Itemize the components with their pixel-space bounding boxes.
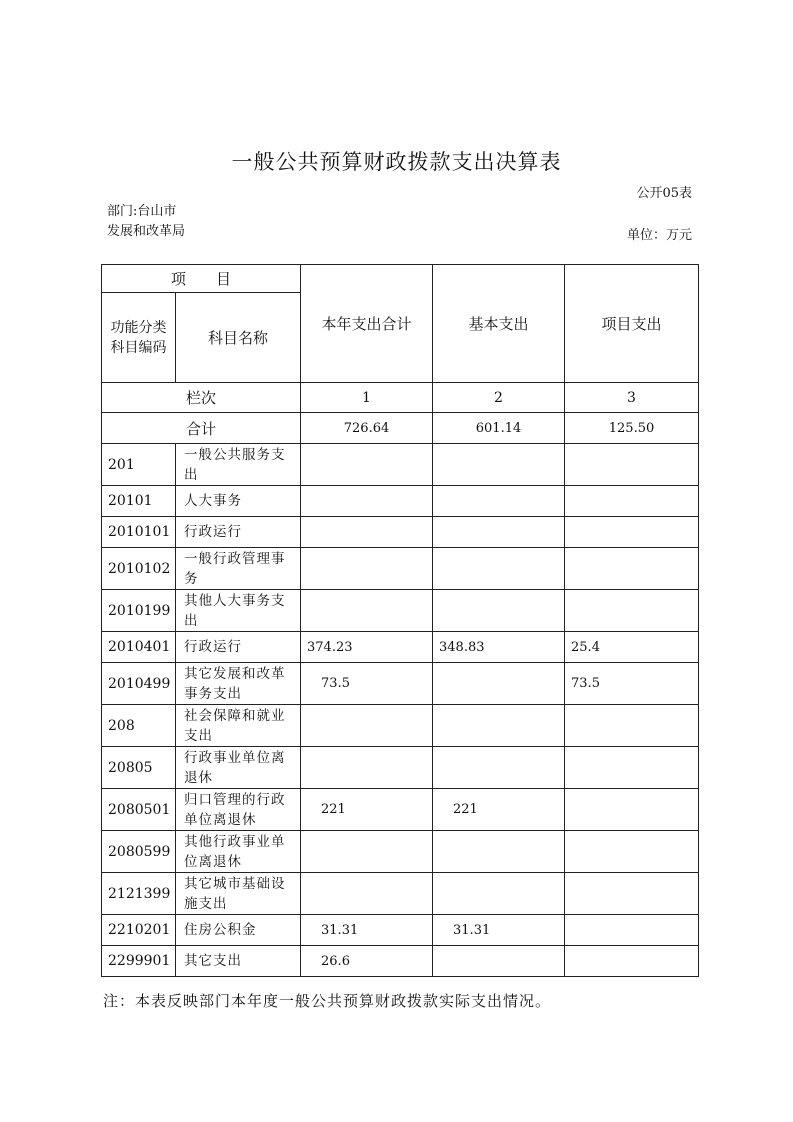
col-row-2: 2 xyxy=(433,383,565,413)
row-basic xyxy=(433,444,565,486)
row-name: 行政运行 xyxy=(176,632,301,663)
row-name: 其他人大事务支出 xyxy=(176,590,301,632)
row-total: 221 xyxy=(301,789,433,831)
row-project xyxy=(565,747,699,789)
row-total xyxy=(301,590,433,632)
row-project xyxy=(565,705,699,747)
row-name: 归口管理的行政单位离退休 xyxy=(176,789,301,831)
row-name: 行政运行 xyxy=(176,517,301,548)
table-row xyxy=(102,789,699,831)
sum-total: 726.64 xyxy=(301,413,433,444)
row-basic: 31.31 xyxy=(433,915,565,946)
row-name: 人大事务 xyxy=(176,486,301,517)
row-basic: 348.83 xyxy=(433,632,565,663)
header-basic: 基本支出 xyxy=(433,265,565,383)
row-name: 其他行政事业单位离退休 xyxy=(176,831,301,873)
row-code: 2299901 xyxy=(102,946,176,977)
row-project xyxy=(565,915,699,946)
footnote: 注：本表反映部门本年度一般公共预算财政拨款实际支出情况。 xyxy=(103,992,552,1010)
header-item: 项 目 xyxy=(102,265,301,293)
row-basic xyxy=(433,517,565,548)
row-name: 其它发展和改革事务支出 xyxy=(176,663,301,705)
row-total: 374.23 xyxy=(301,632,433,663)
row-total xyxy=(301,517,433,548)
row-basic: 221 xyxy=(433,789,565,831)
sum-row xyxy=(102,413,699,444)
row-name: 其它支出 xyxy=(176,946,301,977)
table-row xyxy=(102,946,699,977)
row-basic xyxy=(433,873,565,915)
table-row xyxy=(102,590,699,632)
row-name: 行政事业单位离退休 xyxy=(176,747,301,789)
table-row xyxy=(102,747,699,789)
table-row xyxy=(102,444,699,486)
row-project xyxy=(565,444,699,486)
row-code: 2010401 xyxy=(102,632,176,663)
row-code: 2010101 xyxy=(102,517,176,548)
row-project xyxy=(565,486,699,517)
row-total xyxy=(301,486,433,517)
table-row xyxy=(102,517,699,548)
row-code: 2121399 xyxy=(102,873,176,915)
row-basic xyxy=(433,548,565,590)
row-project xyxy=(565,548,699,590)
table-row xyxy=(102,831,699,873)
row-name: 其它城市基础设施支出 xyxy=(176,873,301,915)
row-project xyxy=(565,590,699,632)
row-name: 住房公积金 xyxy=(176,915,301,946)
row-code: 2010499 xyxy=(102,663,176,705)
row-project xyxy=(565,831,699,873)
row-project xyxy=(565,789,699,831)
table-row xyxy=(102,486,699,517)
table-row xyxy=(102,873,699,915)
header-total: 本年支出合计 xyxy=(301,265,433,383)
row-name: 一般公共服务支出 xyxy=(176,444,301,486)
row-total xyxy=(301,548,433,590)
table-row xyxy=(102,705,699,747)
header-row xyxy=(102,265,699,293)
row-code: 208 xyxy=(102,705,176,747)
row-code: 2080599 xyxy=(102,831,176,873)
row-project: 25.4 xyxy=(565,632,699,663)
row-total: 73.5 xyxy=(301,663,433,705)
row-total xyxy=(301,747,433,789)
page-title: 一般公共预算财政拨款支出决算表 xyxy=(231,150,562,174)
row-basic xyxy=(433,663,565,705)
row-code: 20805 xyxy=(102,747,176,789)
header-project: 项目支出 xyxy=(565,265,699,383)
row-total xyxy=(301,705,433,747)
row-basic xyxy=(433,705,565,747)
row-name: 社会保障和就业支出 xyxy=(176,705,301,747)
table-row xyxy=(102,663,699,705)
row-project xyxy=(565,873,699,915)
table-row xyxy=(102,915,699,946)
col-row-label: 栏次 xyxy=(102,383,301,413)
row-project: 73.5 xyxy=(565,663,699,705)
department-label: 部门:台山市发展和改革局 xyxy=(107,204,186,239)
row-total: 26.6 xyxy=(301,946,433,977)
col-row-1: 1 xyxy=(301,383,433,413)
row-basic xyxy=(433,831,565,873)
row-code: 2010102 xyxy=(102,548,176,590)
col-row-3: 3 xyxy=(565,383,699,413)
row-code: 2210201 xyxy=(102,915,176,946)
table-row xyxy=(102,632,699,663)
row-basic xyxy=(433,590,565,632)
row-basic xyxy=(433,747,565,789)
unit-label: 单位：万元 xyxy=(626,228,692,243)
row-total xyxy=(301,831,433,873)
row-basic xyxy=(433,486,565,517)
row-basic xyxy=(433,946,565,977)
row-code: 2010199 xyxy=(102,590,176,632)
row-code: 20101 xyxy=(102,486,176,517)
table-row xyxy=(102,548,699,590)
row-project xyxy=(565,946,699,977)
row-code: 201 xyxy=(102,444,176,486)
row-code: 2080501 xyxy=(102,789,176,831)
row-total: 31.31 xyxy=(301,915,433,946)
row-project xyxy=(565,517,699,548)
header-subject-name: 科目名称 xyxy=(176,293,301,383)
sum-project: 125.50 xyxy=(565,413,699,444)
column-number-row xyxy=(102,383,699,413)
form-number: 公开05表 xyxy=(636,186,692,201)
row-total xyxy=(301,873,433,915)
sum-basic: 601.14 xyxy=(433,413,565,444)
row-name: 一般行政管理事务 xyxy=(176,548,301,590)
sum-label: 合计 xyxy=(102,413,301,444)
budget-table xyxy=(101,264,699,977)
row-total xyxy=(301,444,433,486)
header-func-code: 功能分类科目编码 xyxy=(102,293,176,383)
